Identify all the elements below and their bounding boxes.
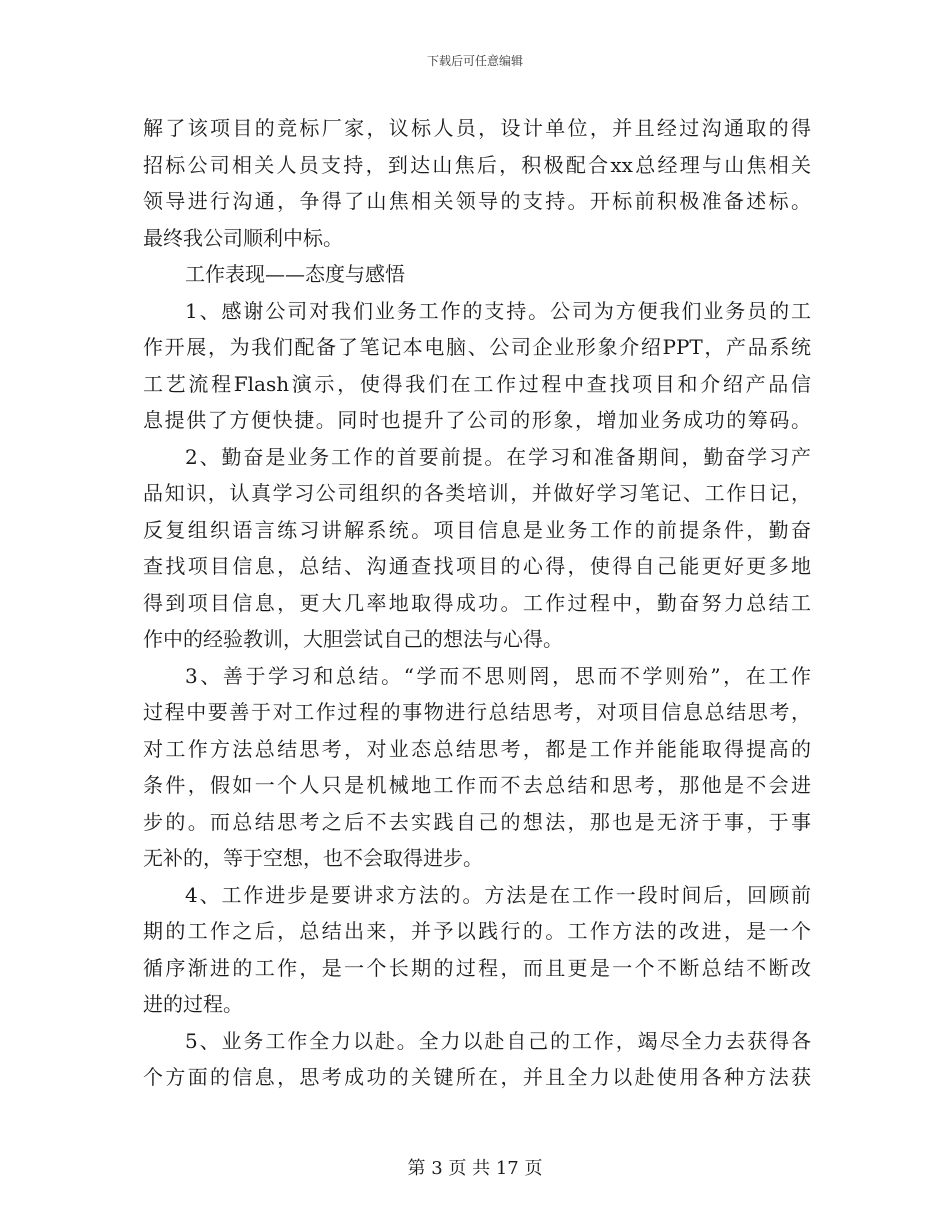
- text-line: 工作表现——态度与感悟: [185, 262, 405, 286]
- text-line: 个方面的信息，思考成功的关键所在，并且全力以赴使用各种方法获: [143, 1065, 811, 1089]
- text-line: 领导进行沟通，争得了山焦相关领导的支持。开标前积极准备述标。: [143, 189, 811, 213]
- document-body: [143, 110, 811, 1096]
- text-line: 期的工作之后，总结出来，并予以践行的。工作方法的改进，是一个: [143, 919, 811, 943]
- text-line: 查找项目信息，总结、沟通查找项目的心得，使得自己能更好更多地: [143, 554, 811, 578]
- text-line: 4、工作进步是要讲求方法的。方法是在工作一段时间后，回顾前: [185, 882, 811, 907]
- page-number-footer: 第 3 页 共 17 页: [407, 1158, 543, 1179]
- text-line: 1、感谢公司对我们业务工作的支持。公司为方便我们业务员的工: [185, 298, 811, 323]
- text-line: 进的过程。: [143, 992, 243, 1016]
- text-line: 工艺流程Flash演示，使得我们在工作过程中查找项目和介绍产品信: [143, 371, 811, 396]
- text-line: 解了该项目的竞标厂家，议标人员，设计单位，并且经过沟通取的得: [143, 116, 811, 140]
- text-line: 作中的经验教训，大胆尝试自己的想法与心得。: [143, 627, 563, 651]
- text-line: 反复组织语言练习讲解系统。项目信息是业务工作的前提条件，勤奋: [143, 517, 811, 542]
- text-line: 条件，假如一个人只是机械地工作而不去总结和思考，那他是不会进: [143, 773, 811, 797]
- text-line: 息提供了方便快捷。同时也提升了公司的形象，增加业务成功的筹码。: [143, 408, 811, 432]
- page-header: 下载后可任意编辑: [426, 54, 523, 68]
- text-line: 3、善于学习和总结。“学而不思则罔，思而不学则殆”，在工作: [185, 663, 811, 688]
- text-line: 品知识，认真学习公司组织的各类培训，并做好学习笔记、工作日记，: [143, 481, 811, 505]
- text-line: 2、勤奋是业务工作的首要前提。在学习和准备期间，勤奋学习产: [185, 444, 811, 469]
- text-line: 招标公司相关人员支持，到达山焦后，积极配合xx总经理与山焦相关: [143, 152, 811, 177]
- text-line: 得到项目信息，更大几率地取得成功。工作过程中，勤奋努力总结工: [143, 590, 811, 615]
- text-line: 步的。而总结思考之后不去实践自己的想法，那也是无济于事，于事: [143, 809, 811, 834]
- text-line: 5、业务工作全力以赴。全力以赴自己的工作，竭尽全力去获得各: [185, 1028, 811, 1053]
- text-line: 循序渐进的工作，是一个长期的过程，而且更是一个不断总结不断改: [143, 955, 811, 980]
- text-line: 对工作方法总结思考，对业态总结思考，都是工作并能能取得提高的: [143, 736, 811, 761]
- text-line: 最终我公司顺利中标。: [143, 225, 343, 250]
- text-line: 作开展，为我们配备了笔记本电脑、公司企业形象介绍PPT，产品系统: [143, 335, 811, 359]
- text-line: 过程中要善于对工作过程的事物进行总结思考，对项目信息总结思考，: [143, 700, 811, 724]
- text-line: 无补的，等于空想，也不会取得进步。: [143, 846, 483, 870]
